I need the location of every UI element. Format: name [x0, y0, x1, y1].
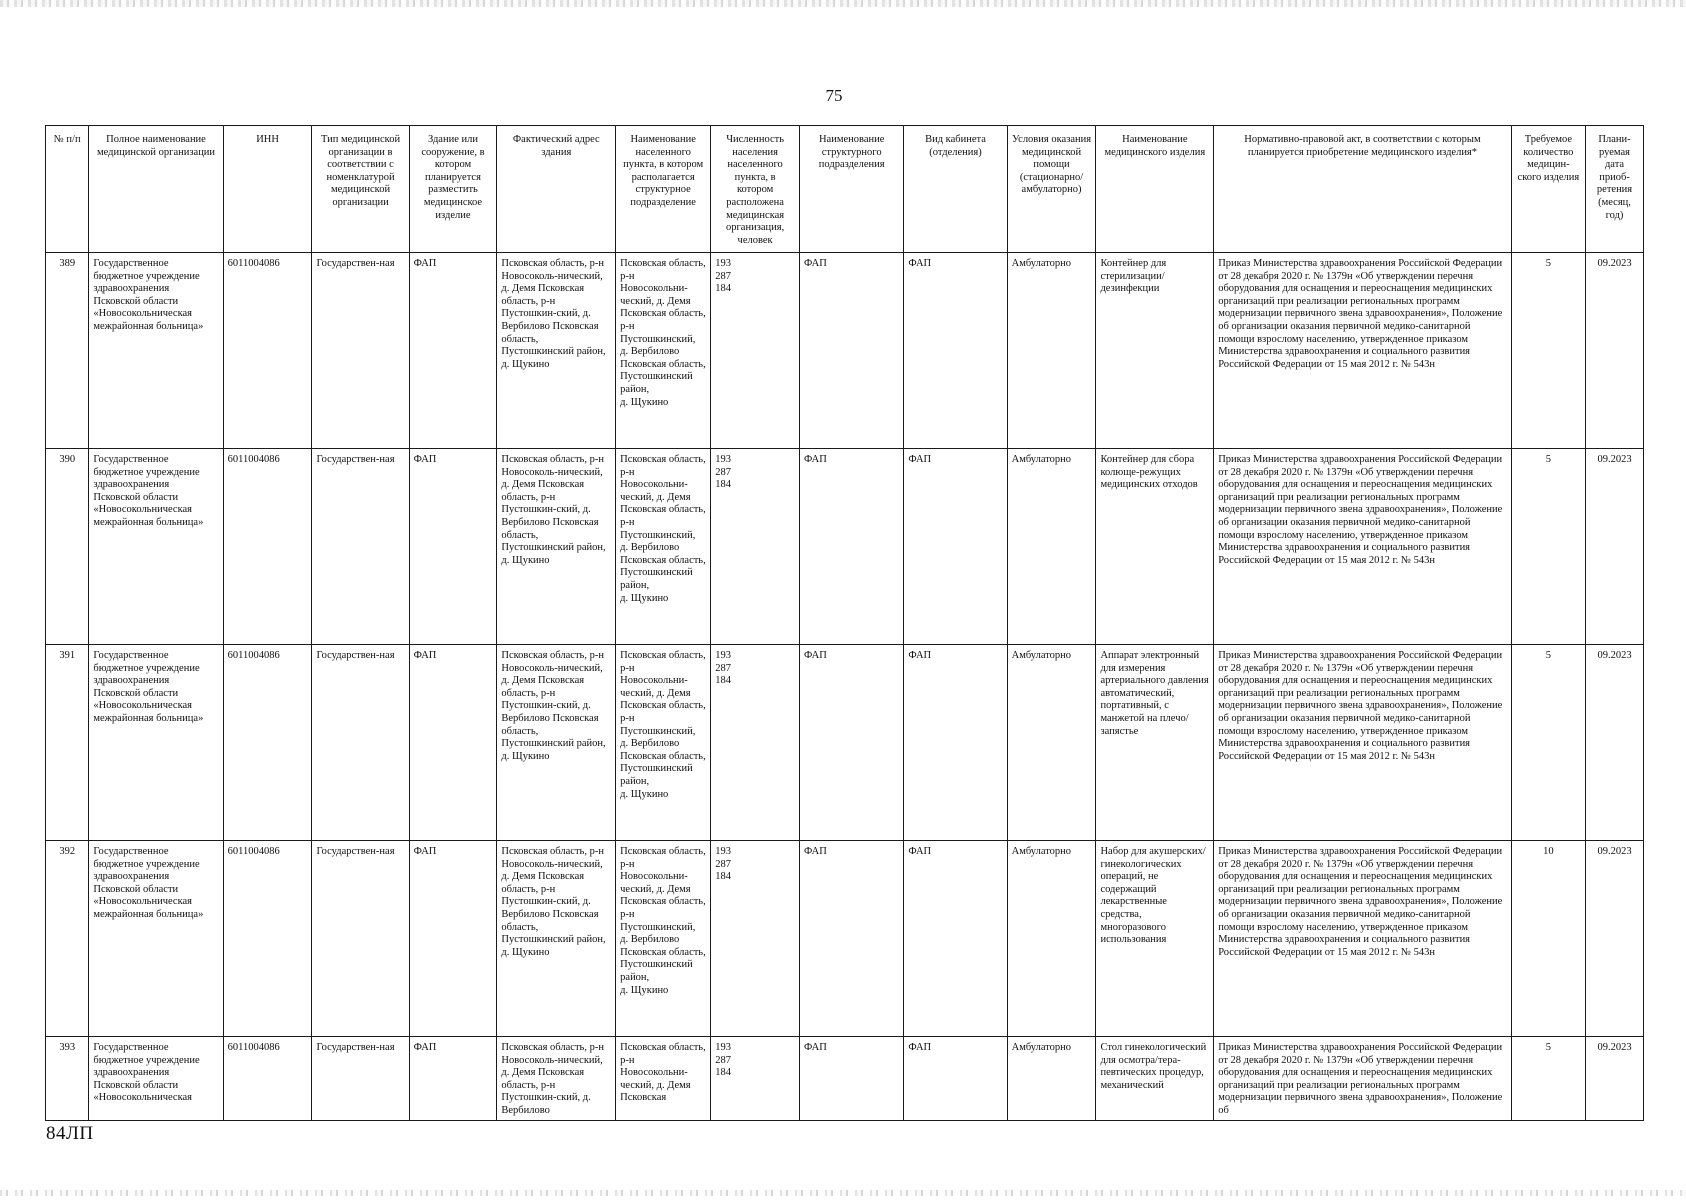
cell-cabinet: ФАП — [904, 645, 1007, 841]
cell-unit: ФАП — [800, 841, 904, 1037]
cell-date: 09.2023 — [1586, 253, 1644, 449]
cell-qty: 5 — [1511, 253, 1585, 449]
header-date: Плани-руемая дата приоб-ретения (месяц, год) — [1586, 126, 1644, 253]
cell-act: Приказ Министерства здравоохранения Российской Федерации от 28 декабря 2020 г. № 1379н «Об утверждении перечня оборудования для оснащения и переоснащения медицинских организаций при реализации региональных программ модернизации первичного звена здравоохранения», Положение об — [1214, 1037, 1511, 1121]
cell-device: Контейнер для стерилизации/дезинфекции — [1096, 253, 1214, 449]
header-population: Численность населения населенного пункта, в котором расположена медицинская организация, человек — [711, 126, 800, 253]
cell-building: ФАП — [409, 841, 497, 1037]
cell-qty: 5 — [1511, 1037, 1585, 1121]
cell-address: Псковская область, р-н Новосоколь-нический, д. Демя Псковская область, р-н Пустошкин-ский, д. Вербилово Псковская область, Пустошкинский район, д. Щукино — [497, 841, 616, 1037]
cell-org: Государственное бюджетное учреждение здравоохранения Псковской области «Новосокольническая — [89, 1037, 223, 1121]
cell-address: Псковская область, р-н Новосоколь-нический, д. Демя Псковская область, р-н Пустошкин-ский, д. Вербилово Псковская область, Пустошкинский район, д. Щукино — [497, 449, 616, 645]
cell-date: 09.2023 — [1586, 449, 1644, 645]
cell-num: 390 — [46, 449, 89, 645]
header-settlement: Наименование населенного пункта, в котором располагается структурное подразделение — [616, 126, 711, 253]
scan-edge-top — [0, 0, 1686, 7]
header-building: Здание или сооружение, в котором планируется разместить медицинское изделие — [409, 126, 497, 253]
cell-address: Псковская область, р-н Новосоколь-нический, д. Демя Псковская область, р-н Пустошкин-ский, д. Вербилово Псковская область, Пустошкинский район, д. Щукино — [497, 645, 616, 841]
cell-cabinet: ФАП — [904, 1037, 1007, 1121]
cell-device: Аппарат электронный для измерения артериального давления автоматический, портативный, с манжетой на плечо/запястье — [1096, 645, 1214, 841]
cell-type: Государствен-ная — [312, 1037, 409, 1121]
cell-date: 09.2023 — [1586, 645, 1644, 841]
table-header-row — [46, 126, 1644, 253]
cell-cabinet: ФАП — [904, 841, 1007, 1037]
cell-act: Приказ Министерства здравоохранения Российской Федерации от 28 декабря 2020 г. № 1379н «Об утверждении перечня оборудования для оснащения и переоснащения медицинских организаций при реализации региональных программ модернизации первичного звена здравоохранения», Положение об организации оказания первичной медико-санитарной помощи взрослому населению, утвержденное приказом Министерства здравоохранения и социального развития Российской Федерации от 15 мая 2012 г. № 543н — [1214, 449, 1511, 645]
page-number: 75 — [825, 86, 843, 105]
cell-population: 193 287 184 — [711, 841, 800, 1037]
table-row — [46, 449, 1644, 645]
cell-population: 193 287 184 — [711, 253, 800, 449]
header-inn: ИНН — [223, 126, 312, 253]
table-row — [46, 841, 1644, 1037]
cell-settlement: Псковская область, р-н Новосокольни-ческий, д. Демя Псковская область, р-н Пустошкинский, д. Вербилово Псковская область, Пустошкинский район, д. Щукино — [616, 645, 711, 841]
cell-inn: 6011004086 — [223, 1037, 312, 1121]
cell-address: Псковская область, р-н Новосоколь-нический, д. Демя Псковская область, р-н Пустошкин-ский, д. Вербилово — [497, 1037, 616, 1121]
cell-qty: 5 — [1511, 645, 1585, 841]
cell-device: Набор для акушерских/гинекологических операций, не содержащий лекарственные средства, многоразового использования — [1096, 841, 1214, 1037]
header-cabinet: Вид кабинета (отделения) — [904, 126, 1007, 253]
header-address: Фактический адрес здания — [497, 126, 616, 253]
cell-inn: 6011004086 — [223, 449, 312, 645]
cell-building: ФАП — [409, 449, 497, 645]
table-row — [46, 253, 1644, 449]
header-unit: Наименование структурного подразделения — [800, 126, 904, 253]
cell-qty: 10 — [1511, 841, 1585, 1037]
cell-inn: 6011004086 — [223, 645, 312, 841]
cell-date: 09.2023 — [1586, 841, 1644, 1037]
cell-type: Государствен-ная — [312, 449, 409, 645]
cell-population: 193 287 184 — [711, 449, 800, 645]
header-num: № п/п — [46, 126, 89, 253]
cell-type: Государствен-ная — [312, 841, 409, 1037]
cell-act: Приказ Министерства здравоохранения Российской Федерации от 28 декабря 2020 г. № 1379н «Об утверждении перечня оборудования для оснащения и переоснащения медицинских организаций при реализации региональных программ модернизации первичного звена здравоохранения», Положение об организации оказания первичной медико-санитарной помощи взрослому населению, утвержденное приказом Министерства здравоохранения и социального развития Российской Федерации от 15 мая 2012 г. № 543н — [1214, 841, 1511, 1037]
cell-date: 09.2023 — [1586, 1037, 1644, 1121]
cell-conditions: Амбулаторно — [1007, 449, 1096, 645]
cell-num: 391 — [46, 645, 89, 841]
cell-org: Государственное бюджетное учреждение здравоохранения Псковской области «Новосокольническая межрайонная больница» — [89, 253, 223, 449]
header-qty: Требуемое количество медицин-ского изделия — [1511, 126, 1585, 253]
cell-org: Государственное бюджетное учреждение здравоохранения Псковской области «Новосокольническая межрайонная больница» — [89, 645, 223, 841]
cell-type: Государствен-ная — [312, 253, 409, 449]
cell-conditions: Амбулаторно — [1007, 645, 1096, 841]
cell-unit: ФАП — [800, 645, 904, 841]
cell-inn: 6011004086 — [223, 253, 312, 449]
header-type: Тип медицинской организации в соответствии с номенклатурой медицинской организации — [312, 126, 409, 253]
cell-cabinet: ФАП — [904, 449, 1007, 645]
cell-conditions: Амбулаторно — [1007, 1037, 1096, 1121]
cell-address: Псковская область, р-н Новосоколь-нический, д. Демя Псковская область, р-н Пустошкин-ский, д. Вербилово Псковская область, Пустошкинский район, д. Щукино — [497, 253, 616, 449]
cell-num: 389 — [46, 253, 89, 449]
header-device: Наименование медицинского изделия — [1096, 126, 1214, 253]
cell-org: Государственное бюджетное учреждение здравоохранения Псковской области «Новосокольническая межрайонная больница» — [89, 841, 223, 1037]
document-code: 84ЛП — [46, 1123, 94, 1144]
header-org: Полное наименование медицинской организации — [89, 126, 223, 253]
table-row — [46, 1037, 1644, 1121]
cell-unit: ФАП — [800, 449, 904, 645]
cell-building: ФАП — [409, 1037, 497, 1121]
cell-device: Стол гинекологический для осмотра/тера-певтических процедур, механический — [1096, 1037, 1214, 1121]
cell-building: ФАП — [409, 645, 497, 841]
cell-inn: 6011004086 — [223, 841, 312, 1037]
cell-settlement: Псковская область, р-н Новосокольни-ческий, д. Демя Псковская — [616, 1037, 711, 1121]
cell-settlement: Псковская область, р-н Новосокольни-ческий, д. Демя Псковская область, р-н Пустошкинский, д. Вербилово Псковская область, Пустошкинский район, д. Щукино — [616, 841, 711, 1037]
cell-settlement: Псковская область, р-н Новосокольни-ческий, д. Демя Псковская область, р-н Пустошкинский, д. Вербилово Псковская область, Пустошкинский район, д. Щукино — [616, 253, 711, 449]
cell-type: Государствен-ная — [312, 645, 409, 841]
cell-building: ФАП — [409, 253, 497, 449]
header-conditions: Условия оказания медицинской помощи (стационарно/амбулаторно) — [1007, 126, 1096, 253]
cell-org: Государственное бюджетное учреждение здравоохранения Псковской области «Новосокольническая межрайонная больница» — [89, 449, 223, 645]
scan-edge-bottom — [0, 1190, 1686, 1196]
cell-num: 393 — [46, 1037, 89, 1121]
cell-unit: ФАП — [800, 253, 904, 449]
cell-population: 193 287 184 — [711, 645, 800, 841]
equipment-table — [45, 125, 1644, 1121]
header-act: Нормативно-правовой акт, в соответствии с которым планируется приобретение медицинского изделия* — [1214, 126, 1511, 253]
cell-qty: 5 — [1511, 449, 1585, 645]
cell-device: Контейнер для сбора колюще-режущих медицинских отходов — [1096, 449, 1214, 645]
cell-population: 193 287 184 — [711, 1037, 800, 1121]
cell-act: Приказ Министерства здравоохранения Российской Федерации от 28 декабря 2020 г. № 1379н «Об утверждении перечня оборудования для оснащения и переоснащения медицинских организаций при реализации региональных программ модернизации первичного звена здравоохранения», Положение об организации оказания первичной медико-санитарной помощи взрослому населению, утвержденное приказом Министерства здравоохранения и социального развития Российской Федерации от 15 мая 2012 г. № 543н — [1214, 645, 1511, 841]
cell-unit: ФАП — [800, 1037, 904, 1121]
cell-conditions: Амбулаторно — [1007, 841, 1096, 1037]
table-row — [46, 645, 1644, 841]
cell-num: 392 — [46, 841, 89, 1037]
cell-conditions: Амбулаторно — [1007, 253, 1096, 449]
cell-act: Приказ Министерства здравоохранения Российской Федерации от 28 декабря 2020 г. № 1379н «Об утверждении перечня оборудования для оснащения и переоснащения медицинских организаций при реализации региональных программ модернизации первичного звена здравоохранения», Положение об организации оказания первичной медико-санитарной помощи взрослому населению, утвержденное приказом Министерства здравоохранения и социального развития Российской Федерации от 15 мая 2012 г. № 543н — [1214, 253, 1511, 449]
cell-cabinet: ФАП — [904, 253, 1007, 449]
cell-settlement: Псковская область, р-н Новосокольни-ческий, д. Демя Псковская область, р-н Пустошкинский, д. Вербилово Псковская область, Пустошкинский район, д. Щукино — [616, 449, 711, 645]
